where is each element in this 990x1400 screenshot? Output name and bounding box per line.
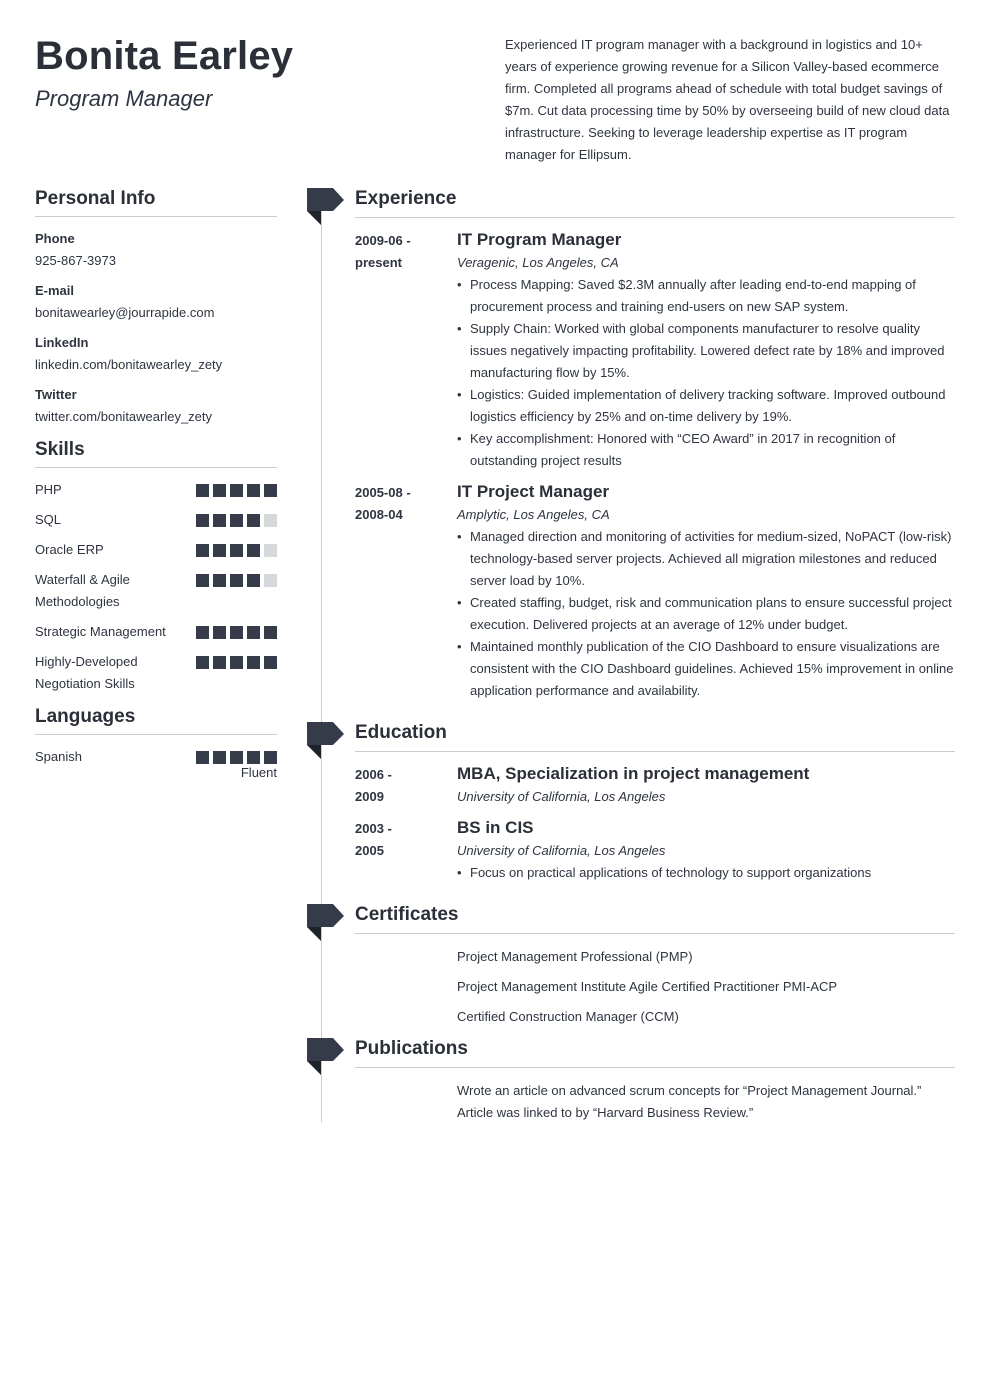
skill-row <box>35 651 277 695</box>
rating-square-icon <box>247 626 260 639</box>
language-rating <box>196 746 277 764</box>
phone-label: Phone <box>35 231 75 246</box>
rating-square-icon <box>247 514 260 527</box>
rating-square-icon <box>264 544 277 557</box>
skill-name: Waterfall & Agile Methodologies <box>35 572 130 609</box>
skill-name: Strategic Management <box>35 624 166 639</box>
rating-square-icon <box>247 656 260 669</box>
rating-square-icon <box>213 751 226 764</box>
bullet-item: • Created staffing, budget, risk and communication plans to ensure successful project execution. Delivered projects at an average of 12% under budget. <box>457 592 955 636</box>
entry-title: IT Program Manager <box>457 230 622 249</box>
rating-square-icon <box>213 626 226 639</box>
rating-square-icon <box>230 514 243 527</box>
email-label: E-mail <box>35 283 75 298</box>
education-entries <box>355 764 955 884</box>
rating-square-icon <box>196 514 209 527</box>
bullet-item: • Process Mapping: Saved $2.3M annually after leading end-to-end mapping of procurement process and training end-users on new SAP system. <box>457 274 955 318</box>
email-value: bonitawearley@jourrapide.com <box>35 305 215 320</box>
rating-square-icon <box>196 626 209 639</box>
experience-flag-icon <box>307 188 344 225</box>
skill-row <box>35 569 277 613</box>
language-level: Fluent <box>240 765 277 780</box>
experience-entry <box>355 230 955 472</box>
rating-square-icon <box>230 544 243 557</box>
education-section <box>355 722 955 894</box>
rating-square-icon <box>213 544 226 557</box>
publications-flag-icon <box>307 1038 344 1075</box>
publications-heading: Publications <box>355 1038 955 1068</box>
language-name: Spanish <box>35 749 82 764</box>
linkedin-label: LinkedIn <box>35 335 89 350</box>
entry-dates <box>355 230 457 472</box>
entry-organization: Amplytic, Los Angeles, CA <box>457 507 610 522</box>
entry-body <box>457 818 955 884</box>
bullet-item: • Maintained monthly publication of the CIO Dashboard to ensure visualizations are consistent with the CIO Dashboard guidelines. Achieved 15% improvement in online application performance and availability. <box>457 636 955 702</box>
rating-square-icon <box>247 484 260 497</box>
rating-square-icon <box>196 574 209 587</box>
rating-square-icon <box>264 484 277 497</box>
skill-rating <box>196 479 277 497</box>
candidate-title: Program Manager <box>35 86 213 111</box>
date-end: 2008-04 <box>355 507 403 522</box>
twitter-value: twitter.com/bonitawearley_zety <box>35 409 213 424</box>
rating-square-icon <box>213 484 226 497</box>
entry-body <box>457 764 955 808</box>
skills-list <box>35 479 277 695</box>
date-start: 2003 - <box>355 821 392 836</box>
entry-dates <box>355 818 457 884</box>
certificate-item: Project Management Institute Agile Certified Practitioner PMI-ACP <box>457 979 838 994</box>
skill-row <box>35 539 277 561</box>
rating-square-icon <box>264 574 277 587</box>
experience-entry <box>355 482 955 702</box>
publication-item: Wrote an article on advanced scrum concepts for “Project Management Journal.” Article was linked to by “Harvard Business Review.” <box>457 1083 922 1120</box>
certificate-item: Project Management Professional (PMP) <box>457 949 693 964</box>
date-start: 2006 - <box>355 767 392 782</box>
certificates-section <box>355 904 955 1036</box>
languages-heading: Languages <box>35 706 277 735</box>
left-column <box>35 188 277 782</box>
rating-square-icon <box>196 656 209 669</box>
skill-name: PHP <box>35 482 62 497</box>
experience-heading: Experience <box>355 188 955 218</box>
bullet-item: • Logistics: Guided implementation of delivery tracking software. Improved outbound logistics efficiency by 25% and on-time delivery by 19%. <box>457 384 955 428</box>
linkedin-value: linkedin.com/bonitawearley_zety <box>35 357 223 372</box>
education-entry <box>355 818 955 884</box>
publications-list <box>355 1080 955 1124</box>
skill-rating <box>196 539 277 557</box>
rating-square-icon <box>264 514 277 527</box>
rating-square-icon <box>230 626 243 639</box>
rating-square-icon <box>213 514 226 527</box>
rating-square-icon <box>264 626 277 639</box>
entry-organization: Veragenic, Los Angeles, CA <box>457 255 619 270</box>
rating-square-icon <box>247 574 260 587</box>
rating-square-icon <box>196 544 209 557</box>
twitter-label: Twitter <box>35 387 77 402</box>
education-flag-icon <box>307 722 344 759</box>
publications-section <box>355 1038 955 1132</box>
rating-square-icon <box>264 656 277 669</box>
certificates-list <box>355 946 955 1028</box>
rating-square-icon <box>230 484 243 497</box>
summary-paragraph: Experienced IT program manager with a background in logistics and 10+ years of experience growing revenue for a Silicon Valley-based ecommerce firm. Completed all programs ahead of schedule with total budget savings of $7m. Cut data processing time by 50% by overseeing build of new cloud data infrastructure. Seeking to leverage leadership expertise as IT program manager for Ellipsum. <box>505 37 950 162</box>
skill-rating <box>196 569 277 587</box>
entry-bullets <box>457 526 955 702</box>
rating-square-icon <box>213 656 226 669</box>
rating-square-icon <box>230 574 243 587</box>
skill-name: SQL <box>35 512 62 527</box>
entry-body <box>457 482 955 702</box>
personal-info-heading: Personal Info <box>35 188 277 217</box>
rating-square-icon <box>247 544 260 557</box>
skill-row <box>35 509 277 531</box>
skills-heading: Skills <box>35 439 277 468</box>
education-entry <box>355 764 955 808</box>
bullet-item: • Focus on practical applications of technology to support organizations <box>457 862 955 884</box>
rating-square-icon <box>230 751 243 764</box>
languages-list <box>35 746 277 782</box>
date-end: 2005 <box>355 843 384 858</box>
rating-square-icon <box>213 574 226 587</box>
rating-square-icon <box>264 751 277 764</box>
entry-title: BS in CIS <box>457 818 534 837</box>
date-end: present <box>355 255 402 270</box>
entry-bullets <box>457 862 955 884</box>
skill-rating <box>196 651 277 669</box>
phone-value: 925-867-3973 <box>35 253 116 268</box>
rating-square-icon <box>247 751 260 764</box>
entry-organization: University of California, Los Angeles <box>457 789 666 804</box>
entry-dates <box>355 482 457 702</box>
certificates-heading: Certificates <box>355 904 955 934</box>
rating-square-icon <box>230 656 243 669</box>
bullet-item: • Supply Chain: Worked with global components manufacturer to resolve quality issues negatively impacting profitability. Lowered defect rate by 18% and improved manufacturing flow by 15%. <box>457 318 955 384</box>
experience-section <box>355 188 955 712</box>
skill-row <box>35 621 277 643</box>
rating-square-icon <box>196 484 209 497</box>
personal-info-list <box>35 228 277 428</box>
skill-rating <box>196 509 277 527</box>
entry-dates <box>355 764 457 808</box>
education-heading: Education <box>355 722 955 752</box>
timeline-line <box>321 210 322 1122</box>
skill-name: Oracle ERP <box>35 542 104 557</box>
date-start: 2005-08 - <box>355 485 411 500</box>
skill-rating <box>196 621 277 639</box>
bullet-item: • Key accomplishment: Honored with “CEO Award” in 2017 in recognition of outstanding project results <box>457 428 955 472</box>
entry-title: MBA, Specialization in project management <box>457 764 810 783</box>
candidate-name: Bonita Earley <box>35 34 294 78</box>
skill-row <box>35 479 277 501</box>
experience-entries <box>355 230 955 702</box>
certificate-item: Certified Construction Manager (CCM) <box>457 1009 679 1024</box>
entry-bullets <box>457 274 955 472</box>
bullet-item: • Managed direction and monitoring of activities for medium-sized, NoPACT (low-risk) technology-based server projects. Achieved all migration milestones and reduced server load by 10%. <box>457 526 955 592</box>
entry-organization: University of California, Los Angeles <box>457 843 666 858</box>
entry-body <box>457 230 955 472</box>
rating-square-icon <box>196 751 209 764</box>
entry-title: IT Project Manager <box>457 482 610 501</box>
date-start: 2009-06 - <box>355 233 411 248</box>
skill-name: Highly-Developed Negotiation Skills <box>35 654 138 691</box>
date-end: 2009 <box>355 789 384 804</box>
certificates-flag-icon <box>307 904 344 941</box>
